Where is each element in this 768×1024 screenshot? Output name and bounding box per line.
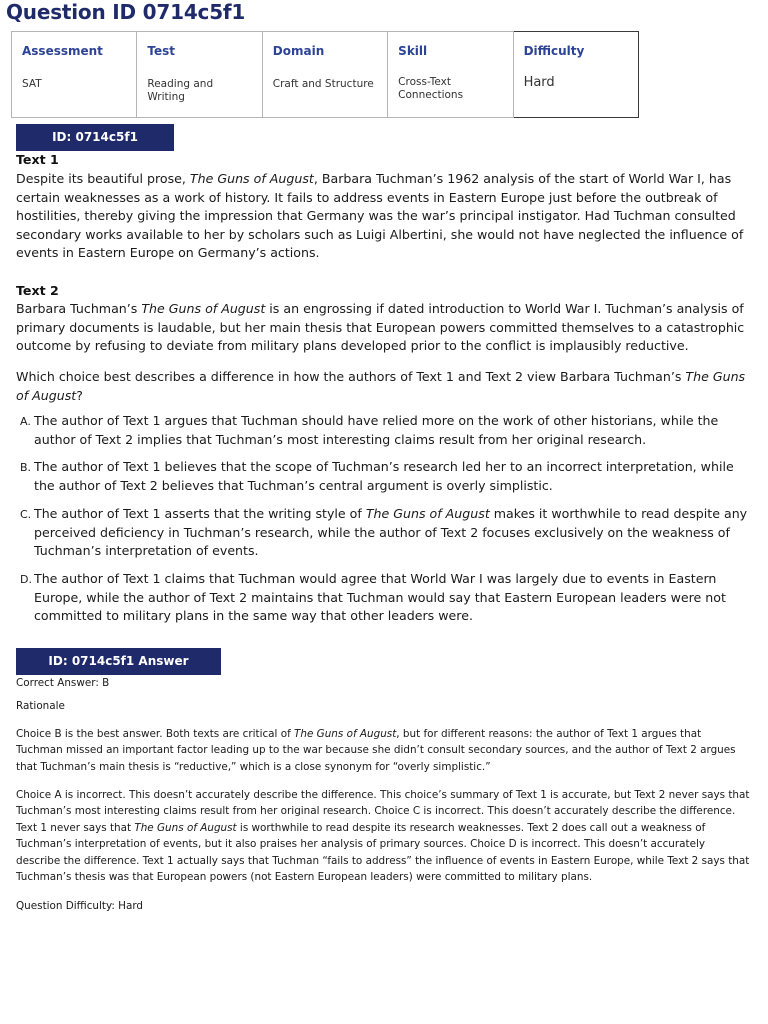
meta-header-assessment: Assessment bbox=[22, 44, 103, 58]
choice-c[interactable] bbox=[16, 505, 751, 561]
choice-letter-a: A. bbox=[20, 415, 31, 428]
meta-cell-test bbox=[137, 32, 262, 118]
choice-c-book-title: The Guns of August bbox=[365, 506, 490, 521]
text1-book-title: The Guns of August bbox=[189, 171, 314, 186]
question-title: Question ID 0714c5f1 bbox=[6, 0, 246, 24]
choice-text-a: The author of Text 1 argues that Tuchman should have relied more on the work of other historians, while the author of Text 2 implies that Tuchman’s most interesting claims result from her original research. bbox=[34, 413, 719, 447]
rationale-paragraph-1: Choice B is the best answer. Both texts are critical of The Guns of August, but for different reasons: the author of Text 1 argues that Tuchman missed an important factor leading up to the war because she didn’t consult secondary sources, and the author of Text 2 argues that Tuchman’s main thesis is “reductive,” which is a close synonym for “overly simplistic.” bbox=[16, 728, 736, 773]
answer-id-bar: ID: 0714c5f1 Answer bbox=[16, 648, 221, 675]
meta-value-test: Reading and Writing bbox=[147, 78, 214, 103]
meta-header-test: Test bbox=[147, 44, 175, 58]
meta-header-difficulty: Difficulty bbox=[523, 44, 585, 58]
choice-d[interactable] bbox=[16, 570, 751, 626]
meta-value-domain: Craft and Structure bbox=[272, 78, 374, 90]
choice-a[interactable] bbox=[16, 412, 751, 449]
question-id-bar: ID: 0714c5f1 bbox=[16, 124, 174, 151]
text1-label: Text 1 bbox=[16, 152, 59, 167]
rationale1-book-title: The Guns of August bbox=[294, 728, 397, 740]
question-metadata-table bbox=[11, 31, 639, 118]
choice-letter-c: C. bbox=[20, 508, 32, 521]
correct-answer: Correct Answer: B bbox=[16, 677, 110, 689]
rationale2-book-title: The Guns of August bbox=[134, 821, 237, 834]
question-book-title: The Guns of August bbox=[16, 369, 746, 403]
meta-cell-domain bbox=[262, 32, 387, 118]
choice-letter-d: D. bbox=[20, 573, 32, 586]
meta-value-difficulty: Hard bbox=[523, 75, 555, 90]
meta-cell-difficulty bbox=[513, 32, 638, 118]
choice-text-c: The author of Text 1 asserts that the writing style of The Guns of August makes it worthwhile to read despite any perceived deficiency in Tuchman’s research, while the author of Text 2 focuses exclusively on the weakness of Tuchman’s interpretation of events. bbox=[34, 506, 748, 558]
choice-letter-b: B. bbox=[20, 461, 32, 474]
text2-book-title: The Guns of August bbox=[141, 301, 266, 316]
question-difficulty: Question Difficulty: Hard bbox=[16, 900, 144, 912]
text1-passage: Despite its beautiful prose, The Guns of August, Barbara Tuchman’s 1962 analysis of the start of World War I, has certain weaknesses as a work of history. It fails to address events in Eastern Europe just before the outbreak of hostilities, thereby giving the impression that Germany was the war’s principal instigator. Had Tuchman consulted secondary works available to her by scholars such as Luigi Albertini, she would not have neglected the influence of events in Eastern Europe on Germany’s actions. bbox=[16, 171, 744, 260]
rationale-label: Rationale bbox=[16, 700, 65, 712]
choice-text-b: The author of Text 1 believes that the scope of Tuchman’s research led her to an incorrect interpretation, while the author of Text 2 believes that Tuchman’s central argument is overly simplistic. bbox=[34, 459, 734, 493]
text2-passage: Barbara Tuchman’s The Guns of August is an engrossing if dated introduction to World War I. Tuchman’s analysis of primary documents is laudable, but her main thesis that European powers committed themselves to a catastrophic outcome by refusing to deviate from military plans developed prior to the conflict is implausibly reductive. bbox=[16, 301, 745, 353]
choice-b[interactable] bbox=[16, 458, 751, 495]
rationale-paragraph-2: Choice A is incorrect. This doesn’t accurately describe the difference. This choice’s summary of Text 1 is accurate, but Text 2 never says that Tuchman’s most interesting claims result from her original research. Choice C is incorrect. This doesn’t accurately describe the difference. Text 1 never says that The Guns of August is worthwhile to read despite its research weaknesses. Text 2 does call out a weakness of Tuchman’s interpretation of events, but it also praises her analysis of primary sources. Choice D is incorrect. This doesn’t accurately describe the difference. Text 1 actually says that Tuchman “fails to address” the influence of events in Eastern Europe, while Text 2 says that Tuchman’s thesis was that European powers (not Eastern European leaders) were committed to military plans. bbox=[16, 789, 750, 884]
meta-header-domain: Domain bbox=[272, 44, 325, 58]
meta-cell-skill bbox=[388, 32, 513, 118]
meta-value-assessment: SAT bbox=[22, 78, 42, 90]
meta-header-skill: Skill bbox=[398, 44, 428, 58]
question-stem: Which choice best describes a difference in how the authors of Text 1 and Text 2 view Barbara Tuchman’s The Guns of August? bbox=[16, 369, 746, 403]
meta-value-skill: Cross-Text Connections bbox=[398, 76, 464, 101]
meta-cell-assessment bbox=[12, 32, 137, 118]
text2-label: Text 2 bbox=[16, 283, 59, 298]
choice-text-d: The author of Text 1 claims that Tuchman would agree that World War I was largely due to events in Eastern Europe, while the author of Text 2 maintains that Tuchman would say that Eastern European leaders were not committed to military plans in the same way that other leaders were. bbox=[34, 571, 726, 623]
